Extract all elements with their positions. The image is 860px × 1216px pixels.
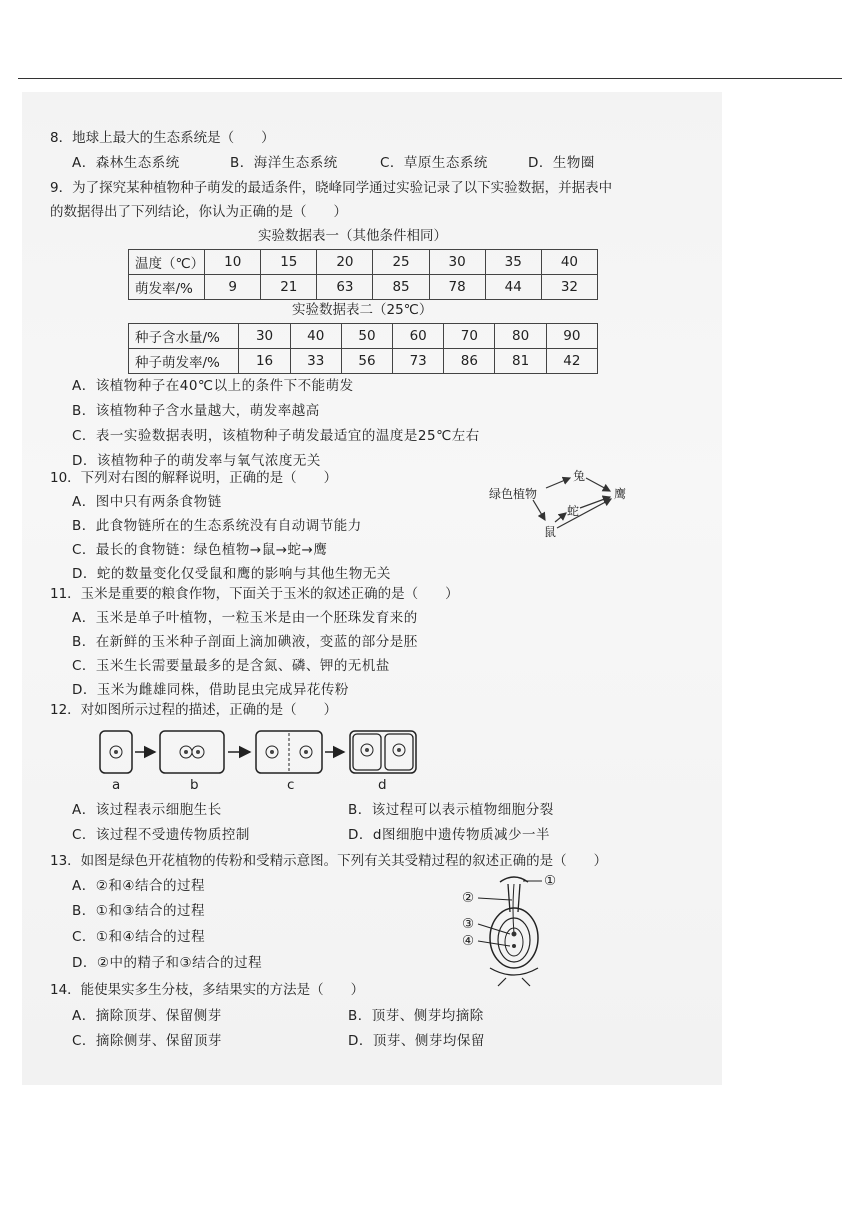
table1-caption: 实验数据表一（其他条件相同） xyxy=(258,228,447,244)
q8-stem: 8．地球上最大的生态系统是（ ） xyxy=(50,130,275,146)
table-row-label: 种子萌发率/% xyxy=(129,349,239,374)
food-web-mouse-label: 鼠 xyxy=(544,525,557,539)
q14-option-c: C．摘除侧芽、保留顶芽 xyxy=(72,1033,222,1049)
table-cell: 35 xyxy=(485,250,541,275)
table-row-label: 温度（℃） xyxy=(129,250,205,275)
q10-option-c: C．最长的食物链：绿色植物→鼠→蛇→鹰 xyxy=(72,542,328,558)
table-cell: 42 xyxy=(546,349,597,374)
q9-stem-line1: 9．为了探究某种植物种子萌发的最适条件，晓峰同学通过实验记录了以下实验数据，并据表中 xyxy=(50,180,613,196)
table-cell: 86 xyxy=(444,349,495,374)
q11-option-b: B．在新鲜的玉米种子剖面上滴加碘液，变蓝的部分是胚 xyxy=(72,634,418,650)
cell-label-d: d xyxy=(378,777,387,793)
table-cell: 85 xyxy=(373,275,429,300)
food-web-eagle-label: 鹰 xyxy=(614,487,627,501)
q12-option-a: A．该过程表示细胞生长 xyxy=(72,802,222,818)
table-cell: 15 xyxy=(261,250,317,275)
table-row-label: 种子含水量/% xyxy=(129,324,239,349)
marker-4: ④ xyxy=(462,933,475,949)
food-web-rabbit-label: 兔 xyxy=(573,469,586,483)
food-web-plant-label: 绿色植物 xyxy=(489,487,538,501)
table-cell: 20 xyxy=(317,250,373,275)
table-cell: 80 xyxy=(495,324,546,349)
marker-2: ② xyxy=(462,890,475,906)
table-cell: 30 xyxy=(429,250,485,275)
q12-option-c: C．该过程不受遗传物质控制 xyxy=(72,827,250,843)
q10-option-a: A．图中只有两条食物链 xyxy=(72,494,222,510)
q9-option-b: B．该植物种子含水量越大，萌发率越高 xyxy=(72,403,320,419)
table-row-label: 萌发率/% xyxy=(129,275,205,300)
q8-option-d: D．生物圈 xyxy=(528,155,595,171)
table-cell: 63 xyxy=(317,275,373,300)
table-cell: 50 xyxy=(341,324,392,349)
q13-option-c: C．①和④结合的过程 xyxy=(72,929,206,945)
food-web-snake-label: 蛇 xyxy=(567,504,580,518)
q9-stem-line2: 的数据得出了下列结论，你认为正确的是（ ） xyxy=(50,204,347,220)
q10-option-d: D．蛇的数量变化仅受鼠和鹰的影响与其他生物无关 xyxy=(72,566,391,582)
q12-stem: 12．对如图所示过程的描述，正确的是（ ） xyxy=(50,702,338,718)
q10-option-b: B．此食物链所在的生态系统没有自动调节能力 xyxy=(72,518,362,534)
q14-stem: 14．能使果实多生分枝，多结果实的方法是（ ） xyxy=(50,982,365,998)
table-cell: 32 xyxy=(541,275,597,300)
q12-option-d: D．d图细胞中遗传物质减少一半 xyxy=(348,827,550,843)
q11-option-c: C．玉米生长需要量最多的是含氮、磷、钾的无机盐 xyxy=(72,658,390,674)
table-cell: 60 xyxy=(393,324,444,349)
q8-option-c: C．草原生态系统 xyxy=(380,155,488,171)
q12-option-b: B．该过程可以表示植物细胞分裂 xyxy=(348,802,554,818)
q14-option-b: B．顶芽、侧芽均摘除 xyxy=(348,1008,484,1024)
table-cell: 25 xyxy=(373,250,429,275)
table2-caption: 实验数据表二（25℃） xyxy=(292,302,433,318)
table-cell: 10 xyxy=(205,250,261,275)
q8-option-a: A．森林生态系统 xyxy=(72,155,180,171)
q13-option-b: B．①和③结合的过程 xyxy=(72,903,205,919)
table-cell: 73 xyxy=(393,349,444,374)
table-cell: 40 xyxy=(541,250,597,275)
q11-option-d: D．玉米为雌雄同株，借助昆虫完成异花传粉 xyxy=(72,682,349,698)
table-cell: 56 xyxy=(341,349,392,374)
table-cell: 21 xyxy=(261,275,317,300)
marker-1: ① xyxy=(544,873,557,889)
table-cell: 81 xyxy=(495,349,546,374)
q13-option-a: A．②和④结合的过程 xyxy=(72,878,205,894)
q11-option-a: A．玉米是单子叶植物，一粒玉米是由一个胚珠发育来的 xyxy=(72,610,418,626)
table-cell: 30 xyxy=(239,324,290,349)
cell-label-b: b xyxy=(190,777,199,793)
table-cell: 90 xyxy=(546,324,597,349)
table-cell: 9 xyxy=(205,275,261,300)
table-cell: 33 xyxy=(290,349,341,374)
table-cell: 70 xyxy=(444,324,495,349)
table-cell: 78 xyxy=(429,275,485,300)
table-cell: 16 xyxy=(239,349,290,374)
cell-label-c: c xyxy=(287,777,295,793)
q10-stem: 10．下列对右图的解释说明，正确的是（ ） xyxy=(50,470,338,486)
q14-option-a: A．摘除顶芽、保留侧芽 xyxy=(72,1008,222,1024)
cell-label-a: a xyxy=(112,777,121,793)
marker-3: ③ xyxy=(462,916,475,932)
table-cell: 40 xyxy=(290,324,341,349)
q11-stem: 11．玉米是重要的粮食作物，下面关于玉米的叙述正确的是（ ） xyxy=(50,586,459,602)
q9-option-d: D．该植物种子的萌发率与氧气浓度无关 xyxy=(72,453,321,469)
q13-stem: 13．如图是绿色开花植物的传粉和受精示意图。下列有关其受精过程的叙述正确的是（ ） xyxy=(50,853,608,869)
q14-option-d: D．顶芽、侧芽均保留 xyxy=(348,1033,485,1049)
q13-option-d: D．②中的精子和③结合的过程 xyxy=(72,955,263,971)
table-cell: 44 xyxy=(485,275,541,300)
q8-option-b: B．海洋生态系统 xyxy=(230,155,338,171)
q9-option-a: A．该植物种子在40℃以上的条件下不能萌发 xyxy=(72,378,354,394)
q9-option-c: C．表一实验数据表明，该植物种子萌发最适宜的温度是25℃左右 xyxy=(72,428,480,444)
